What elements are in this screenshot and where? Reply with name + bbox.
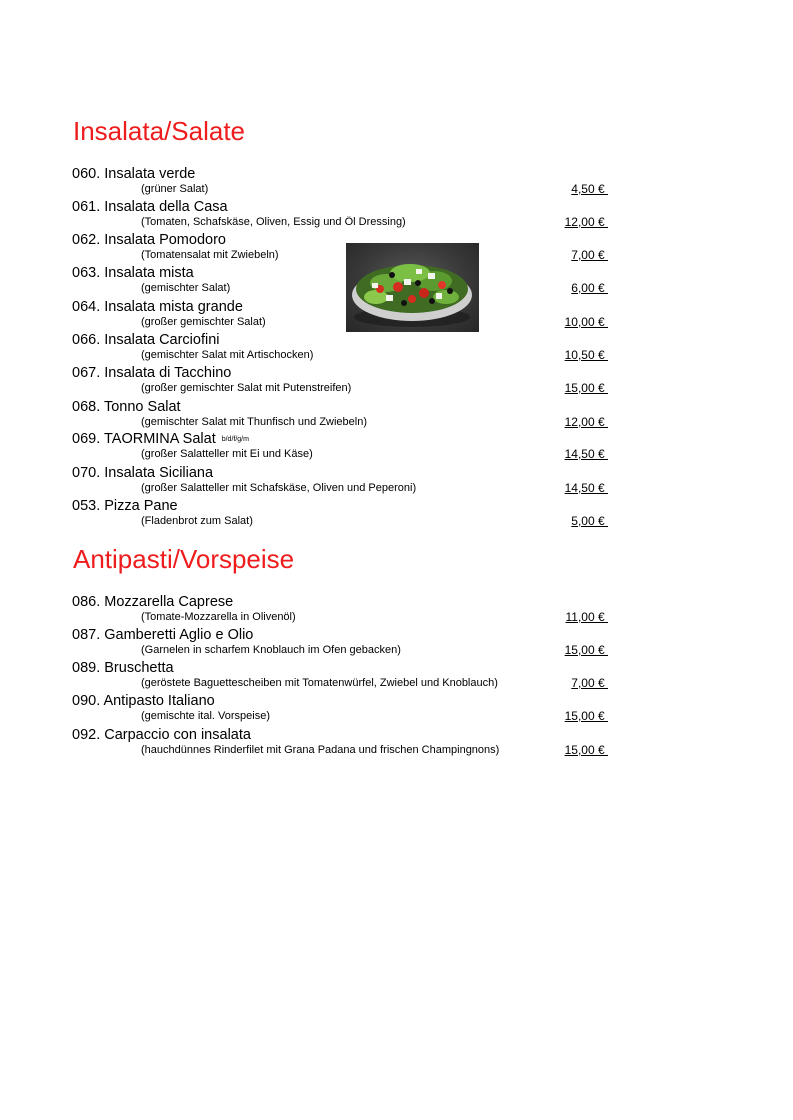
item-name: 053. Pizza Pane [72,498,178,514]
menu-item [72,431,612,465]
menu-item [72,232,612,266]
menu-item [72,498,612,532]
item-name: 062. Insalata Pomodoro [72,232,226,248]
menu-item [72,166,612,200]
menu-item [72,660,612,694]
item-name [72,431,249,448]
item-price: 6,00 € [571,281,608,295]
item-name: 086. Mozzarella Caprese [72,594,234,610]
item-description: (Fladenbrot zum Salat) [141,515,253,527]
item-name: 060. Insalata verde [72,166,196,182]
item-name: 066. Insalata Carciofini [72,332,220,348]
item-price: 7,00 € [571,676,608,690]
item-name: 064. Insalata mista grande [72,299,243,315]
menu-item [72,365,612,399]
menu-item [72,693,612,727]
menu-item [72,299,612,333]
item-description: (geröstete Baguettescheiben mit Tomatenwürfel, Zwiebel und Knoblauch) [141,677,498,689]
item-description: (gemischter Salat mit Artischocken) [141,349,314,361]
item-description: (gemischter Salat) [141,282,231,294]
menu-item [72,199,612,233]
item-name: 063. Insalata mista [72,265,194,281]
item-description: (großer Salatteller mit Schafskäse, Oliven und Peperoni) [141,482,417,494]
item-price: 12,00 € [564,415,608,429]
item-price: 14,50 € [564,481,608,495]
section-title-salate: Insalata/Salate [73,116,246,146]
item-price: 14,50 € [564,447,608,461]
item-price: 11,00 € [565,610,608,624]
menu-item [72,265,612,299]
menu-item [72,332,612,366]
item-price: 15,00 € [564,709,608,723]
item-price: 15,00 € [564,743,608,757]
item-name: 067. Insalata di Tacchino [72,365,232,381]
item-price: 10,50 € [564,348,608,362]
item-description: (hauchdünnes Rinderfilet mit Grana Padana und frischen Champingnons) [141,744,500,756]
item-description: (Garnelen in scharfem Knoblauch im Ofen gebacken) [141,644,401,656]
item-name-text: 069. TAORMINA Salat [72,431,216,447]
item-price: 10,00 € [564,315,608,329]
item-description: (grüner Salat) [141,183,209,195]
item-name: 092. Carpaccio con insalata [72,727,251,743]
item-name: 089. Bruschetta [72,660,174,676]
menu-item [72,727,612,761]
item-description: (großer gemischter Salat) [141,316,266,328]
item-name: 090. Antipasto Italiano [72,693,215,709]
salad-photo [346,243,479,332]
item-price: 12,00 € [564,215,608,229]
item-description: (gemischte ital. Vorspeise) [141,710,270,722]
item-description: (Tomatensalat mit Zwiebeln) [141,249,279,261]
item-price: 5,00 € [571,514,608,528]
item-price: 15,00 € [564,643,608,657]
item-price: 7,00 € [571,248,608,262]
item-description: (gemischter Salat mit Thunfisch und Zwiebeln) [141,416,368,428]
salad-bowl-illustration [346,243,479,332]
menu-item [72,627,612,661]
item-description: (großer Salatteller mit Ei und Käse) [141,448,313,460]
item-name: 087. Gamberetti Aglio e Olio [72,627,254,643]
item-price: 15,00 € [564,381,608,395]
item-description: (Tomaten, Schafskäse, Oliven, Essig und Öl Dressing) [141,216,406,228]
item-name: 068. Tonno Salat [72,399,181,415]
item-description: (Tomate-Mozzarella in Olivenöl) [141,611,296,623]
item-price: 4,50 € [571,182,608,196]
section-title-vorspeise: Antipasti/Vorspeise [73,544,295,574]
menu-item [72,465,612,499]
item-name: 061. Insalata della Casa [72,199,228,215]
item-name: 070. Insalata Siciliana [72,465,214,481]
menu-item [72,399,612,433]
menu-item [72,594,612,628]
allergen-codes: b/d/f/g/m [221,436,249,443]
item-description: (großer gemischter Salat mit Putenstreifen) [141,382,352,394]
